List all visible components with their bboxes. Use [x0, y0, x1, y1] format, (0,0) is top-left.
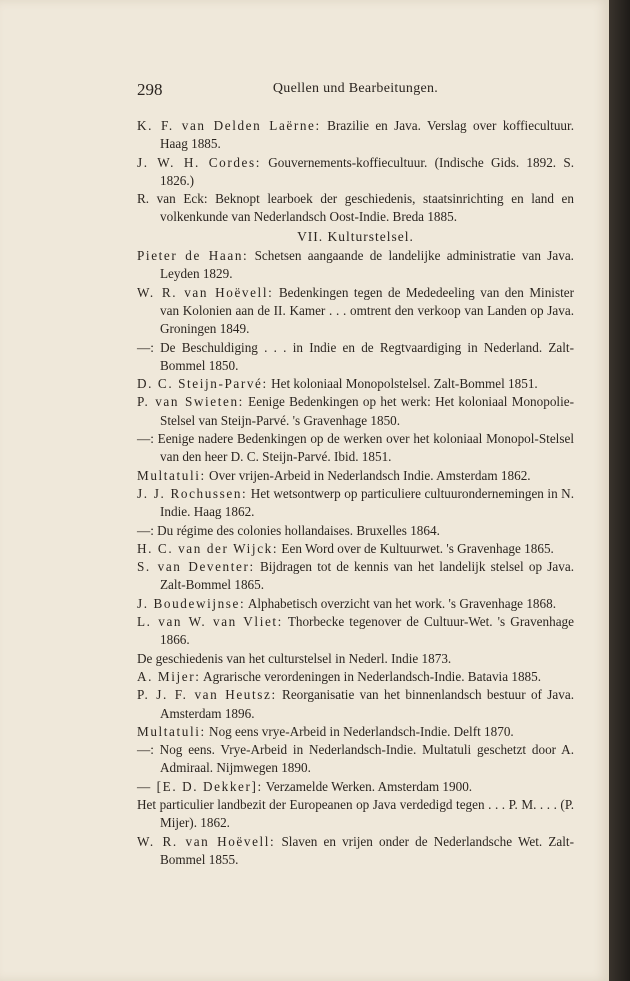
bibliography-entry	[137, 686, 574, 723]
entry-text: —: Nog eens. Vrye-Arbeid in Nederlandsch-Indie. Multatuli geschetzt door A. Admiraal. Nijmwegen 1890.	[137, 742, 574, 776]
bibliography-entry	[137, 558, 574, 595]
entry-author: K. F. van Delden Laërne:	[137, 118, 321, 133]
bibliography-entry	[137, 796, 574, 833]
bibliography-entry	[137, 723, 574, 741]
bibliography-entry	[137, 247, 574, 284]
bibliography-entry	[137, 117, 574, 154]
bibliography-entry	[137, 284, 574, 339]
entry-author: W. R. van Hoëvell:	[137, 284, 274, 300]
entry-text: De geschiedenis van het culturstelsel in Nederl. Indie 1873.	[137, 650, 452, 666]
entry-author: P. van Swieten:	[137, 394, 244, 410]
bibliography-entry	[137, 613, 574, 650]
entry-text: Schetsen aangaande de landelijke administratie van Java. Leyden 1829.	[160, 248, 574, 282]
entry-author: J. W. H. Cordes:	[137, 154, 261, 170]
page-header	[137, 80, 574, 102]
entry-text: Nog eens vrye-Arbeid in Nederlandsch-Indie. Delft 1870.	[205, 723, 514, 739]
bibliography-entry	[137, 668, 574, 686]
bibliography-entry	[137, 650, 574, 668]
entries-section	[137, 247, 574, 869]
entry-text: Reorganisatie van het binnenlandsch bestuur of Java. Amsterdam 1896.	[160, 687, 574, 721]
entry-text: Verzamelde Werken. Amsterdam 1900.	[262, 778, 473, 794]
entry-author: Multatuli:	[137, 467, 206, 483]
entry-text: Eenige Bedenkingen op het werk: Het koloniaal Monopolie-Stelsel van Steijn-Parvé. 's Gravenhage 1850.	[160, 394, 574, 428]
bibliography-entry	[137, 430, 574, 467]
bibliography-entry	[137, 467, 574, 485]
bibliography-entry	[137, 540, 574, 558]
entry-text: Slaven en vrijen onder de Nederlandsche Wet. Zalt-Bommel 1855.	[160, 833, 574, 867]
entry-author: Multatuli:	[137, 723, 206, 739]
entry-text: Thorbecke tegenover de Cultuur-Wet. 's Gravenhage 1866.	[160, 614, 575, 648]
entry-text: Agrarische verordeningen in Nederlandsch-Indie. Batavia 1885.	[200, 668, 542, 684]
bibliography-entry	[137, 375, 574, 393]
entry-author: Pieter de Haan:	[137, 248, 249, 264]
entries-before-section	[137, 117, 574, 227]
entry-author: J. Boudewijnse:	[137, 595, 246, 611]
entry-text: Bedenkingen tegen de Mededeeling van den Minister van Kolonien aan de II. Kamer . . . omtrent den verkoop van Landen op Java. Groningen 1849.	[160, 284, 575, 337]
book-spine	[609, 0, 630, 981]
entry-text: —: De Beschuldiging . . . in Indie en de Regtvaardiging in Nederland. Zalt-Bommel 1850.	[137, 339, 574, 373]
entry-text: Alphabetisch overzicht van het work. 's Gravenhage 1868.	[245, 595, 556, 611]
entry-text: Het koloniaal Monopolstelsel. Zalt-Bommel 1851.	[267, 376, 538, 392]
entry-author: A. Mijer:	[137, 668, 201, 684]
entry-author: H. C. van der Wijck:	[137, 540, 279, 556]
bibliography-entry	[137, 339, 574, 376]
section-title: VII. Kulturstelsel.	[297, 228, 414, 244]
bibliography-entry	[137, 190, 574, 227]
bibliography-entry	[137, 833, 574, 870]
entry-text: Het particulier landbezit der Europeanen op Java verdedigd tegen . . . P. M. . . . (P. Mijer). 1862.	[137, 796, 574, 831]
bibliography-entry	[137, 741, 574, 778]
entry-author: D. C. Steijn-Parvé:	[137, 376, 268, 392]
entry-author: W. R. van Hoëvell:	[137, 833, 276, 849]
bibliography-entry	[137, 522, 574, 540]
entry-text: Een Word over de Kultuurwet. 's Gravenhage 1865.	[278, 540, 554, 556]
entry-text: Bijdragen tot de kennis van het landelijk stelsel op Java. Zalt-Bommel 1865.	[160, 559, 575, 593]
entry-author: P. J. F. van Heutsz:	[137, 687, 277, 703]
entry-text: Het wetsontwerp op particuliere cultuurondernemingen in N. Indie. Haag 1862.	[160, 485, 574, 520]
bibliography-entry	[137, 595, 574, 613]
entry-author: — [E. D. Dekker]:	[137, 778, 263, 794]
entry-author: L. van W. van Vliet:	[137, 614, 283, 630]
entry-text: R. van Eck: Beknopt learboek der geschiedenis, staatsinrichting en land en volkenkunde van Nederlandsch Oost-Indie. Breda 1885.	[137, 191, 574, 225]
page-number: 298	[137, 80, 163, 99]
bibliography-body	[137, 117, 574, 869]
entry-author: J. J. Rochussen:	[137, 485, 248, 501]
running-title: Quellen und Bearbeitungen.	[272, 81, 439, 96]
entry-text: Brazilie en Java. Verslag over koffiecultuur. Haag 1885.	[160, 118, 574, 152]
bibliography-entry	[137, 393, 574, 430]
bibliography-entry	[137, 485, 574, 522]
entry-text: —: Du régime des colonies hollandaises. Bruxelles 1864.	[137, 522, 440, 538]
entry-text: Over vrijen-Arbeid in Nederlandsch Indie. Amsterdam 1862.	[205, 467, 531, 483]
bibliography-entry	[137, 778, 574, 796]
entry-text: Gouvernements-koffiecultuur. (Indische Gids. 1892. S. 1826.)	[160, 154, 575, 188]
entry-text: —: Eenige nadere Bedenkingen op de werken over het koloniaal Monopol-Stelsel van den heer D. C. Steijn-Parvé. Ibid. 1851.	[137, 431, 574, 465]
bibliography-entry	[137, 154, 574, 191]
entry-author: S. van Deventer:	[137, 559, 255, 575]
